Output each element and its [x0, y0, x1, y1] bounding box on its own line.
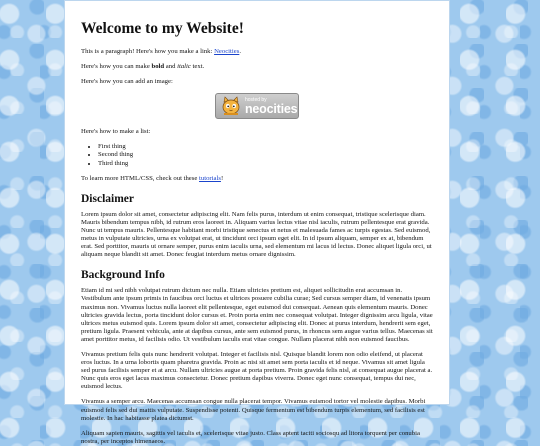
learn-more-before: To learn more HTML/CSS, check out these: [81, 174, 200, 182]
italic-text: italic: [177, 63, 191, 71]
page-title: Welcome to my Website!: [81, 20, 244, 37]
badge-big-text: neocities: [245, 101, 298, 116]
page-content: [64, 0, 450, 445]
intro-text: This is a paragraph! Here's how you make a link:: [81, 48, 215, 55]
intro-paragraph: [81, 48, 433, 56]
list-intro: Here's how to make a list:: [81, 128, 151, 136]
formatting-before: Here's how you can make: [81, 63, 152, 71]
background-paragraph: Aliquam sapien mauris, sagittis vel iaculis et, scelerisque vitae justo. Class aptent taciti sociosqu ad litora torquent per conubia nostra, per inceptos himenaeos.: [81, 429, 420, 445]
background-paragraph: Vivamus pretium felis quis nunc hendrerit volutpat. Integer et facilisis nisl. Quisque blandit lorem non odio eleifend, ut placerat eros luctus. In a urna lobortis quam pharetra gravida. Proin ac nisi sit amet sem porta iaculis et id neque. Vivamus sit amet ligula sed purus facilisis semper et at arcu. Nullam ultricies augue at porta pretium. Proin gravida felis nisl, at consequat augue placerat a. Nunc quis eros eget lacus maximus consectetur. Donec pretium dapibus viverra. Donec eget nunc consequat, tempus dui nec, euismod lectus.: [81, 350, 433, 391]
disclaimer-text: Lorem ipsum dolor sit amet, consectetur adipiscing elit. Nam felis purus, interdum ut enim consequat, tristique scelerisque diam. Mauris bibendum tempus nibh, id rutrum eros laoreet in. Aliquam varius lectus vitae nisl iaculis, rutrum pellentesque erat gravida. Nunc ut tempus mauris. Pellentesque habitant morbi tristique senectus et netus et malesuada fames ac turpis egestas. Sed euismod, metus in vulputate ultricies, urna ex volutpat erat, ut tincidunt orci ipsum eget elit. In id ipsum aliquam, semper ex at, bibendum erat. Sed porttitor, mauris ut ornare semper, purus enim iaculis urna, sed elementum mi lacus id lectus. Donec aliquet ligula orci, ut aliquam neque blandit sit amet. Donec feugiat interdum metus ornare dignissim.: [81, 210, 432, 259]
list-item: • Second thing: [98, 151, 433, 159]
list-item: • Third thing: [98, 160, 433, 168]
image-container: [81, 93, 433, 121]
tutorials-link[interactable]: tutorials: [199, 174, 221, 182]
example-list: [81, 143, 433, 167]
background-paragraph: Vivamus a semper arcu. Maecenas accumsan congue nulla placerat tempor. Vivamus euismod tortor vel molestie dapibus. Morbi euismod felis sed dui mattis vulputate. Suspendisse potenti. Quisque fermentum est bibendum turpis elementum, sed facilisis est molestie. In hac habitasse platea dictumst.: [81, 398, 426, 422]
formatting-after: text.: [190, 63, 205, 71]
neocities-link[interactable]: Neocities: [214, 48, 240, 55]
background-paragraph: Etiam id mi sed nibh volutpat rutrum dictum nec nulla. Etiam ultricies pretium est, aliquet sollicitudin erat accumsan in. Vestibulum ante ipsum primis in faucibus orci luctus et ultrices posuere cubilia curae; Sed cursus semper diam, id venenatis ipsum maximus non. Vivamus luctus nulla laoreet elit pellentesque, eget euismod dui consequat. Aenean quis elementum mauris. Donec ultricies gravida lectus, porta tincidunt dolor cursus et. Proin porta enim nec consequat volutpat. Integer dignissim arcu ligula, vitae ultrices metus euismod quis. Lorem ipsum dolor sit amet, consectetur adipiscing elit. Donec at purus interdum, hendrerit sem eget, pretium ligula. Praesent vehicula, ante at dapibus cursus, ante sem euismod purus, in rhoncus sem augue varius tellus. Maecenas sit amet porttitor metus, id facilisis odio. Ut vestibulum iaculis erat vitae congue. Nullam placerat nibh non euismod faucibus.: [81, 287, 433, 343]
bold-text: bold: [151, 63, 165, 71]
badge-small-text: hosted by: [245, 96, 267, 103]
list-item: • First thing: [98, 143, 433, 151]
image-paragraph: Here's how you can add an image:: [81, 78, 173, 86]
learn-more-paragraph: [81, 175, 433, 183]
formatting-paragraph: [81, 63, 433, 71]
intro-end: .: [239, 48, 241, 55]
formatting-middle: and: [164, 63, 178, 71]
hosted-by-neocities-badge: [215, 93, 299, 119]
badge-text: [245, 98, 297, 116]
learn-more-after: !: [220, 174, 224, 182]
neocities-cat-icon: [220, 96, 242, 116]
background-heading: Background Info: [81, 269, 165, 282]
disclaimer-heading: Disclaimer: [81, 192, 135, 205]
